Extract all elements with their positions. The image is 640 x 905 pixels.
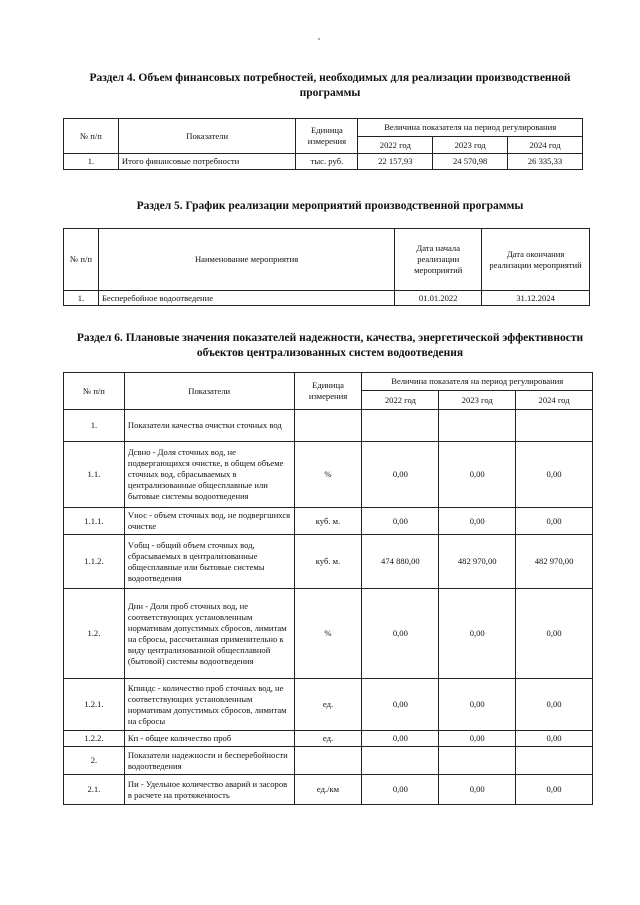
- row-unit: [294, 747, 362, 775]
- section-4-title-line2: программы: [299, 87, 361, 99]
- row-2023: 0,00: [439, 775, 516, 805]
- row-2024: 0,00: [516, 775, 593, 805]
- table-row: [64, 508, 593, 535]
- row-end: 31.12.2024: [482, 291, 590, 306]
- row-name: Vобщ - общий объем сточных вод, сбрасываемых в централизованные общесплавные или бытовые системы водоотведения: [124, 535, 294, 589]
- row-2023: 0,00: [439, 589, 516, 679]
- row-name: Итого финансовые потребности: [118, 154, 296, 170]
- table-row: [64, 731, 593, 747]
- row-num: 2.1.: [64, 775, 125, 805]
- table-row: [64, 535, 593, 589]
- row-2023: [439, 747, 516, 775]
- row-2022: [362, 410, 439, 442]
- row-num: 1.2.2.: [64, 731, 125, 747]
- row-2023: 482 970,00: [439, 535, 516, 589]
- row-2023: 0,00: [439, 508, 516, 535]
- row-name: Бесперебойное водоотведение: [98, 291, 394, 306]
- row-2024: [516, 410, 593, 442]
- row-2024: 482 970,00: [516, 535, 593, 589]
- row-name: Дсвно - Доля сточных вод, не подвергающихся очистке, в общем объеме сточных вод, сбрасываемых в централизованные общесплавные или бытовые системы водоотведения: [124, 442, 294, 508]
- header-2024: 2024 год: [508, 137, 583, 154]
- table-row: [64, 747, 593, 775]
- row-2022: 0,00: [362, 679, 439, 731]
- row-name: Показатели надежности и бесперебойности водоотведения: [124, 747, 294, 775]
- row-num: 1.1.2.: [64, 535, 125, 589]
- financial-needs-table: [63, 118, 583, 170]
- header-2024: 2024 год: [516, 391, 593, 410]
- table-row: [64, 442, 593, 508]
- row-2024: 0,00: [516, 442, 593, 508]
- section-6-title-line1: Раздел 6. Плановые значения показателей надежности, качества, энергетической эффективности: [76, 332, 584, 344]
- header-2022: 2022 год: [362, 391, 439, 410]
- header-period: Величина показателя на период регулирования: [362, 373, 593, 391]
- row-2022: 474 880,00: [362, 535, 439, 589]
- row-2023: 0,00: [439, 731, 516, 747]
- row-2022: 0,00: [362, 589, 439, 679]
- header-period: Величина показателя на период регулирования: [358, 119, 583, 137]
- row-name: Показатели качества очистки сточных вод: [124, 410, 294, 442]
- row-2022: 0,00: [362, 508, 439, 535]
- row-unit: %: [294, 442, 362, 508]
- row-unit: тыс. руб.: [296, 154, 358, 170]
- row-unit: куб. м.: [294, 535, 362, 589]
- row-2023: [439, 410, 516, 442]
- table-row: [64, 154, 583, 170]
- table-row: [64, 679, 593, 731]
- section-5-title: Раздел 5. График реализации мероприятий производственной программы: [136, 200, 524, 212]
- section-6-title: [60, 331, 600, 361]
- indicators-table: [63, 372, 593, 805]
- header-num: № п/п: [64, 373, 125, 410]
- header-unit: Единица измерения: [294, 373, 362, 410]
- row-num: 1.1.: [64, 442, 125, 508]
- row-unit: ед.: [294, 731, 362, 747]
- row-unit: ед./км: [294, 775, 362, 805]
- row-2024: [516, 747, 593, 775]
- section-6-title-line2: объектов централизованных систем водоотведения: [196, 347, 464, 359]
- row-2023: 0,00: [439, 442, 516, 508]
- table-row: [64, 410, 593, 442]
- header-start-date: Дата начала реализации мероприятий: [395, 229, 482, 291]
- header-indicators: Показатели: [118, 119, 296, 154]
- row-2024: 0,00: [516, 679, 593, 731]
- row-num: 1.2.: [64, 589, 125, 679]
- section-4-title: [60, 71, 600, 101]
- header-activity: Наименование мероприятия: [98, 229, 394, 291]
- scan-speck: [318, 38, 320, 40]
- row-name: Кпнндс - количество проб сточных вод, не соответствующих установленным нормативам допустимых сбросов, лимитам на сбросы: [124, 679, 294, 731]
- row-2024: 0,00: [516, 508, 593, 535]
- row-name: Днн - Доля проб сточных вод, не соответствующих установленным нормативам допустимых сбросов, лимитам на сбросы, рассчитанная применительно к виду централизованной общесплавной (бытовой) системы водоотведения: [124, 589, 294, 679]
- row-num: 1.2.1.: [64, 679, 125, 731]
- row-num: 2.: [64, 747, 125, 775]
- header-num: № п/п: [64, 119, 119, 154]
- row-name: Vнос - объем сточных вод, не подвергшихся очистке: [124, 508, 294, 535]
- row-2022: 22 157,93: [358, 154, 433, 170]
- row-num: 1.: [64, 410, 125, 442]
- header-indicators: Показатели: [124, 373, 294, 410]
- row-name: Кп - общее количество проб: [124, 731, 294, 747]
- header-num: № п/п: [64, 229, 99, 291]
- row-unit: куб. м.: [294, 508, 362, 535]
- header-2023: 2023 год: [433, 137, 508, 154]
- row-unit: ед.: [294, 679, 362, 731]
- header-unit: Единица измерения: [296, 119, 358, 154]
- row-2023: 24 570,98: [433, 154, 508, 170]
- row-start: 01.01.2022: [395, 291, 482, 306]
- header-2022: 2022 год: [358, 137, 433, 154]
- row-2022: [362, 747, 439, 775]
- row-num: 1.: [64, 291, 99, 306]
- row-num: 1.: [64, 154, 119, 170]
- row-2024: 0,00: [516, 589, 593, 679]
- row-name: Пи - Удельное количество аварий и засоров в расчете на протяженность: [124, 775, 294, 805]
- row-unit: [294, 410, 362, 442]
- row-2022: 0,00: [362, 442, 439, 508]
- row-num: 1.1.1.: [64, 508, 125, 535]
- row-2024: 0,00: [516, 731, 593, 747]
- row-2024: 26 335,33: [508, 154, 583, 170]
- table-row: [64, 775, 593, 805]
- row-2022: 0,00: [362, 731, 439, 747]
- row-2023: 0,00: [439, 679, 516, 731]
- row-unit: %: [294, 589, 362, 679]
- header-2023: 2023 год: [439, 391, 516, 410]
- table-row: [64, 589, 593, 679]
- row-2022: 0,00: [362, 775, 439, 805]
- section-4-title-line1: Раздел 4. Объем финансовых потребностей, необходимых для реализации производственной: [89, 72, 571, 84]
- schedule-table: [63, 228, 590, 306]
- table-row: [64, 291, 590, 306]
- header-end-date: Дата окончания реализации мероприятий: [482, 229, 590, 291]
